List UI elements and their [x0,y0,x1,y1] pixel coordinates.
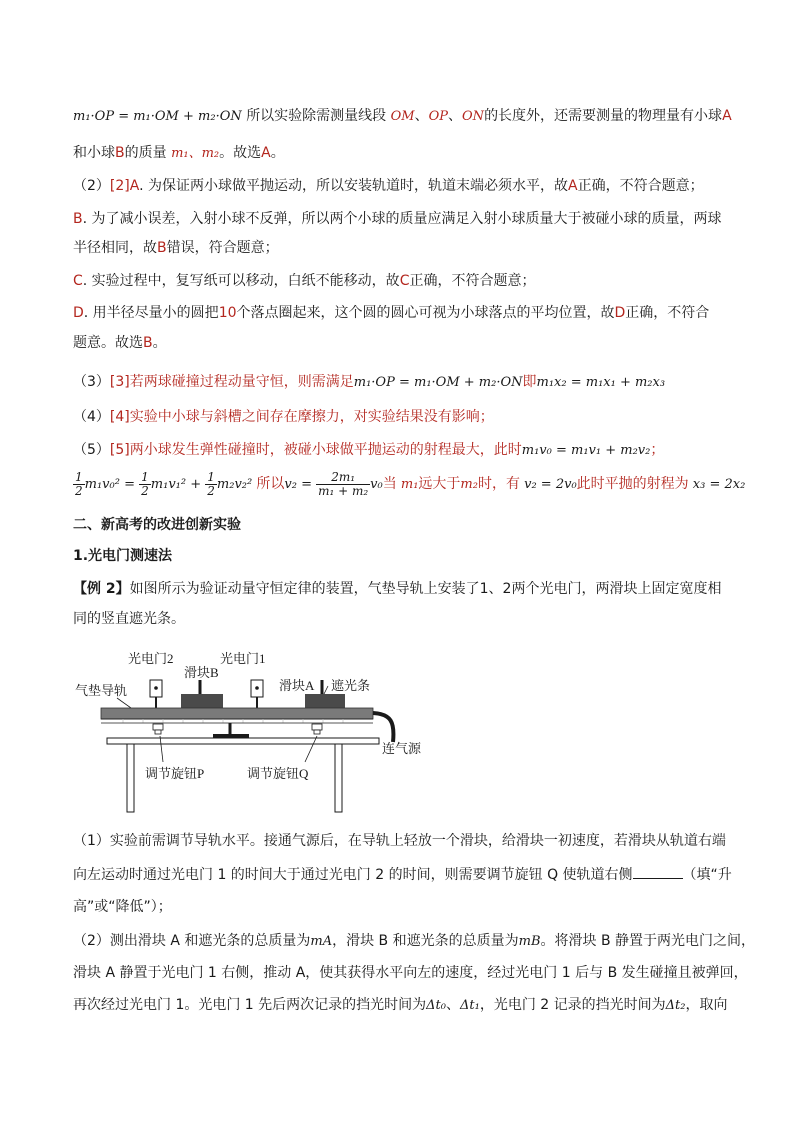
question-2-line-1 [73,931,756,952]
knobQ-label: 调节旋钮Q [247,766,309,781]
question-2-line-3 [73,995,728,1016]
text: ，光电门 2 记录的挡光时间为 [479,997,666,1013]
text: 正确，不符合题意； [577,178,704,194]
apparatus-figure [73,642,422,814]
leader-line [117,698,131,708]
option: D [73,305,84,321]
text: . 用半径尽量小的圆把 [83,305,219,321]
sliderA-label: 滑块A [279,678,315,693]
equals-sign: = [124,477,135,492]
knobP-label: 调节旋钮P [145,766,205,781]
segment-label: ON [462,109,485,124]
energy-term: m₁v₁² [150,477,187,492]
reference: [2]A [109,178,140,194]
text-line-8 [73,333,723,353]
text: 时，有 [477,476,520,492]
question-1-line-1: （1）实验前需调节导轨水平。接通气源后，在导轨上轻放一个滑块，给滑块一初速度，若滑块从轨道右端 [73,833,726,849]
label: B [115,145,125,161]
answer-blank[interactable] [633,864,683,879]
text: 。 [152,335,167,351]
number: 10 [218,305,237,321]
item-number: （4） [73,409,110,425]
text: 所以实验除需测量线段 [246,108,387,124]
text: 和小球 [73,145,115,161]
answer: A [261,145,271,161]
text: 错误，符合题意； [166,240,279,256]
segment-label: OP [428,109,449,124]
text: 、 [488,581,503,597]
text: 正确，不符合 [625,305,710,321]
number: 2 [502,581,512,597]
text-line-4 [73,209,723,229]
text: ，取向 [685,997,728,1013]
text-line-11 [73,440,723,461]
text: ，滑块 B 和遮光条的总质量为 [332,933,519,949]
text: 半径相同，故 [73,240,157,256]
text: ； [650,442,665,458]
text: 所以 [256,476,285,492]
text: [5]两小球发生弹性碰撞时，被碰小球做平抛运动的射程最大，此时 [109,442,522,458]
text: 正确，不符合题意； [409,273,536,289]
text-line-7 [73,303,723,323]
text: [4]实验中小球与斜槽之间存在摩擦力，对实验结果没有影响； [109,409,494,425]
text: 、 [446,997,460,1013]
sliderB-label: 滑块B [184,665,219,680]
text: . 实验过程中，复写纸可以移动，白纸不能移动，故 [82,273,400,289]
table-leg [335,744,342,812]
text: 的质量 [124,145,167,161]
option: B [157,240,167,256]
segment-label: OM [390,109,415,124]
fraction-half [205,471,217,498]
text-line-12 [73,470,746,499]
text-line-6 [73,271,723,291]
knob-P [153,724,163,734]
label: A [722,108,732,124]
mass-symbol: m₁ [400,477,419,492]
fraction-velocity [316,471,370,498]
mass-symbols: m₁、m₂ [171,146,220,161]
text: 此时平抛的射程为 [576,476,689,492]
text: 远大于 [418,476,461,492]
energy-term: m₂v₂² [216,477,253,492]
text: 。将滑块 B 静置于两光电门之间， [540,933,756,949]
question-1-line-3: 高”或“降低”）； [73,899,172,915]
fraction-half [73,471,85,498]
numerator: 2m₁ [316,471,370,485]
option: B [73,211,83,227]
distance-equation: m₁x₂ = m₁x₁ + m₂x₃ [536,375,666,390]
shade-label: 遮光条 [331,678,371,693]
fraction-half [139,471,151,498]
time-symbol: Δt₂ [665,998,686,1013]
example-tag: 【例 2】 [73,581,130,597]
question-1-line-2 [73,864,732,885]
photogate-2 [150,680,162,708]
numerator: 1 [75,470,83,484]
time-symbol: Δt₁ [460,998,480,1013]
text: 题意。故选 [73,335,143,351]
option: C [73,273,83,289]
question-2-line-2: 滑块 A 静置于光电门 1 右侧，推动 A，使其获得水平向左的速度，经过光电门 1 后与 B 发生碰撞且被弹回， [73,965,748,981]
option: C [399,273,410,289]
numerator: 1 [141,470,149,484]
time-symbol: Δt₀ [426,998,446,1013]
text: （2）测出滑块 A 和遮光条的总质量为 [73,933,311,949]
text: 当 [382,476,397,492]
velocity-symbol: v₂ = [284,477,312,492]
slider-B [181,694,223,708]
track-label: 气垫导轨 [75,683,128,698]
text: 向左运动时通过光电门 1 的时间大于通过光电门 2 的时间，则需要调节旋钮 Q 使轨道右侧 [73,867,633,883]
answer: B [143,335,153,351]
denominator: 2 [75,484,83,498]
air-source-label: 连气源 [382,741,422,756]
text: 。故选 [219,145,262,161]
air-track [101,708,373,719]
text-line-10 [73,407,723,427]
plus-sign: + [190,477,202,492]
item-number: （5） [73,442,110,458]
text-line-2 [73,143,723,164]
subsection-heading: 1.光电门测速法 [73,548,173,564]
text-line-3 [73,176,723,196]
text: 再次经过光电门 1。光电门 1 先后两次记录的挡光时间为 [73,997,427,1013]
text-line-1 [73,106,732,127]
text: . 为保证两小球做平抛运动，所以安装轨道时，轨道末端必须水平，故 [139,178,568,194]
mass-symbol: mA [310,934,333,949]
text: 即 [522,374,537,390]
number: 1 [479,581,489,597]
denominator: 2 [207,484,215,498]
center-support [213,723,249,738]
gate1-label: 光电门1 [220,651,266,666]
text-line-5 [73,238,723,258]
text: 两个光电门，两滑块上固定宽度相 [511,581,722,597]
option: A [568,178,578,194]
momentum-equation: m₁v₀ = m₁v₁ + m₂v₂ [521,443,651,458]
text: （填“升 [682,867,732,883]
mass-symbol: m₂ [460,477,478,492]
slider-A [305,694,345,708]
text: 。 [270,145,285,161]
numerator: 1 [207,470,215,484]
text: [3]若两球碰撞过程动量守恒，则需满足 [109,374,354,390]
velocity-symbol: v₀ [370,477,383,492]
photogate-1 [251,680,263,708]
denominator: 2 [141,484,149,498]
text-line-9 [73,372,723,393]
item-number: （2） [73,178,110,194]
text: . 为了减小误差，入射小球不反弹，所以两个小球的质量应满足入射小球质量大于被碰小球的质量，两球 [82,211,722,227]
gate2-label: 光电门2 [128,651,174,666]
text: 、 [414,108,429,124]
momentum-equation: m₁·OP = m₁·OM + m₂·ON [353,375,523,390]
text: 如图所示为验证动量守恒定律的装置，气垫导轨上安装了 [129,581,480,597]
table-top [107,738,379,744]
section-heading: 二、新高考的改进创新实验 [73,517,241,533]
item-number: （3） [73,374,110,390]
knob-Q [312,724,322,734]
text: 、 [448,108,463,124]
text: 个落点圈起来，这个圆的圆心可视为小球落点的平均位置，故 [236,305,615,321]
example-line-1 [73,579,723,599]
energy-term: m₁v₀² [84,477,120,492]
range-equation: x₃ = 2x₂ [692,477,746,492]
option: D [614,305,626,321]
momentum-equation: m₁·OP = m₁·OM + m₂·ON [73,109,242,124]
table-leg [127,744,134,812]
text: 的长度外，还需要测量的物理量有小球 [484,108,723,124]
mass-symbol: mB [518,934,541,949]
denominator: m₁ + m₂ [318,484,369,498]
velocity-equation: v₂ = 2v₀ [524,477,577,492]
example-line-2: 同的竖直遮光条。 [73,611,185,627]
